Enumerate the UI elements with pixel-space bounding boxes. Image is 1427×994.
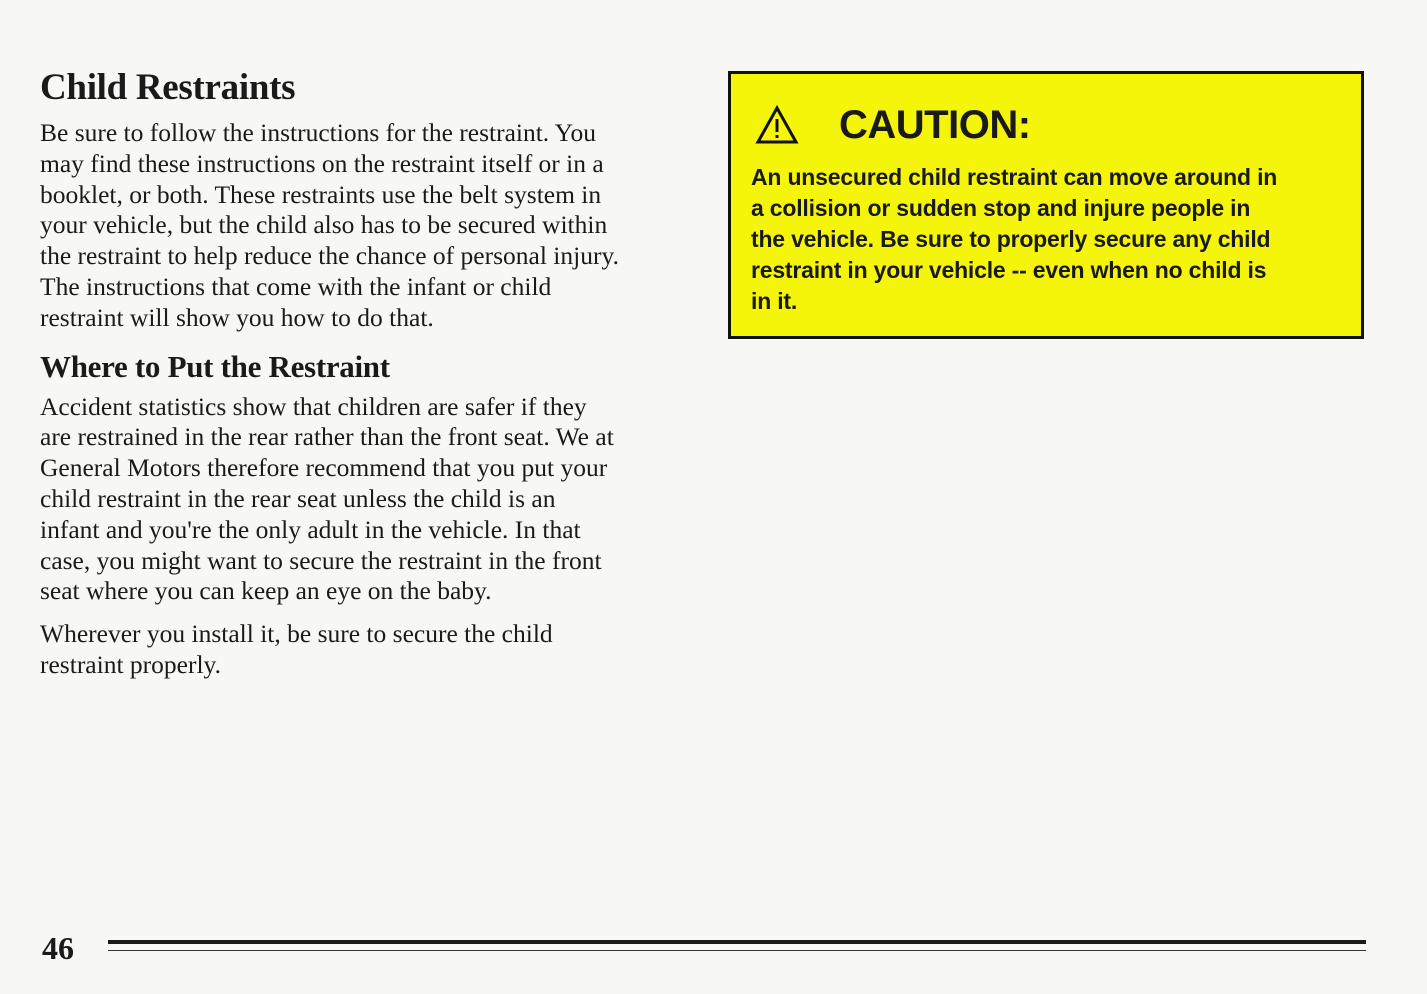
caution-title: CAUTION: (839, 103, 1031, 147)
caution-text: An unsecured child restraint can move around in a collision or sudden stop and injure people in the vehicle. Be sure to properly secure any child restraint in your vehicle -- even when no child is in it. (751, 164, 1278, 314)
section-heading-where-to-put: Where to Put the Restraint (40, 348, 390, 384)
paragraph-accident-statistics: Accident statistics show that children are safer if they are restrained in the rear rather than the front seat. We at General Motors therefore recommend that you put your child restraint in the rear seat unless the child is an infant and you're the only adult in the vehicle. In that case, you might want to secure the restraint in the front seat where you can keep an eye on the baby. (40, 391, 614, 606)
main-text-column (40, 66, 680, 681)
page-footer (42, 926, 1366, 976)
caution-box (728, 71, 1364, 339)
paragraph-instructions: Be sure to follow the instructions for the restraint. You may find these instructions on the restraint itself or in a booklet, or both. These restraints use the belt system in your vehicle, but the child also has to be secured within the restraint to help reduce the chance of personal injury. The instructions that come with the infant or child restraint will show you how to do that. (40, 118, 619, 332)
warning-triangle-icon (755, 105, 799, 145)
footer-rule-thin (108, 950, 1366, 951)
footer-rule (108, 940, 1366, 944)
paragraph-install-properly: Wherever you install it, be sure to secure the child restraint properly. (40, 619, 553, 679)
caution-header (755, 102, 1031, 148)
section-heading-child-restraints: Child Restraints (40, 67, 296, 108)
page-number: 46 (42, 930, 74, 966)
